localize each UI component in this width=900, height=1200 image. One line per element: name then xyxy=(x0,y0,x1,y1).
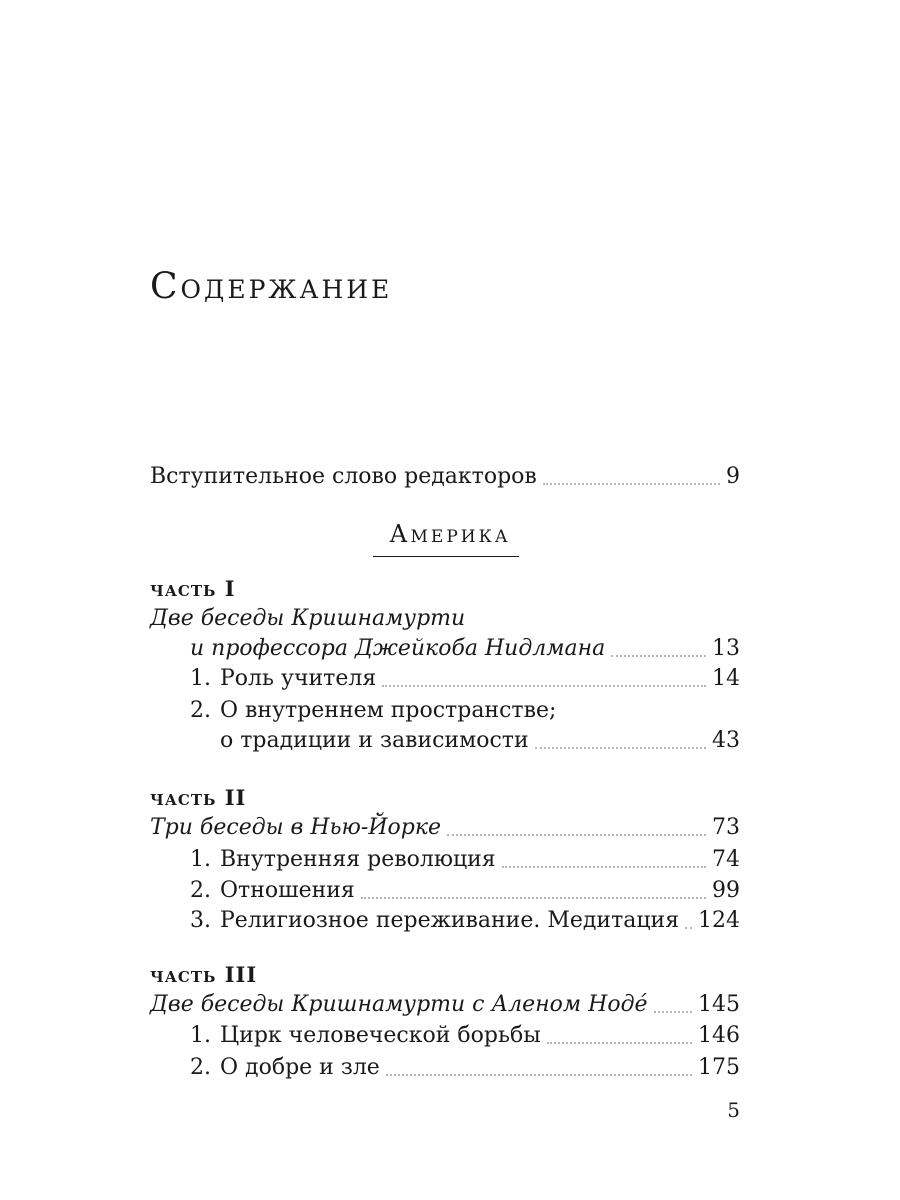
toc-entry-page: 124 xyxy=(698,908,740,933)
toc-entry-page: 14 xyxy=(712,666,740,691)
toc-entry-number: 2. xyxy=(190,1055,211,1080)
toc-entry-page: 9 xyxy=(726,464,740,489)
toc-entry[interactable] xyxy=(190,1021,740,1051)
toc-entry-label: о традиции и зависимости xyxy=(220,728,529,753)
toc-entry-page: 99 xyxy=(712,878,740,903)
leader-dots xyxy=(447,833,706,836)
toc-entry-line1 xyxy=(190,696,556,726)
toc-entry-part-1[interactable] xyxy=(190,634,740,664)
toc-entry-number: 3. xyxy=(190,908,211,933)
toc-entry-label: Роль учителя xyxy=(220,666,377,691)
toc-entry-label: О добре и зле xyxy=(220,1055,380,1080)
toc-entry-label: Отношения xyxy=(220,878,355,903)
toc-entry-label: Вступительное слово редакторов xyxy=(150,464,537,489)
toc-entry-label: О внутреннем пространстве; xyxy=(220,698,557,723)
leader-dots xyxy=(654,1010,692,1013)
toc-entry-intro[interactable] xyxy=(150,462,740,492)
leader-dots xyxy=(382,684,706,687)
toc-entry-page: 145 xyxy=(698,992,740,1017)
toc-entry[interactable] xyxy=(190,845,740,875)
toc-entry-page: 73 xyxy=(712,815,740,840)
leader-dots xyxy=(685,926,692,929)
part-1-heading: часть I xyxy=(150,576,236,601)
toc-entry-page: 43 xyxy=(712,728,740,753)
toc-entry-part-2[interactable] xyxy=(150,813,740,843)
toc-entry-number: 1. xyxy=(190,1023,211,1048)
part-1-title-line1: Две беседы Кришнамурти xyxy=(150,606,466,631)
leader-dots xyxy=(611,654,706,657)
toc-entry[interactable] xyxy=(190,906,740,936)
toc-entry-part-3[interactable] xyxy=(150,990,740,1020)
toc-entry-number: 2. xyxy=(190,878,211,903)
toc-entry-page: 175 xyxy=(698,1055,740,1080)
leader-dots xyxy=(502,865,706,868)
leader-dots xyxy=(361,896,706,899)
leader-dots xyxy=(535,746,706,749)
toc-entry[interactable] xyxy=(190,876,740,906)
toc-entry-label: Внутренняя революция xyxy=(220,847,496,872)
part-3-heading: часть III xyxy=(150,962,258,987)
toc-entry-label: Религиозное переживание. Медитация xyxy=(220,908,680,933)
part-2-heading: часть II xyxy=(150,785,247,810)
toc-entry[interactable] xyxy=(190,664,740,694)
page-title: Содержание xyxy=(150,266,393,307)
toc-entry-label: Три беседы в Нью-Йорке xyxy=(150,815,441,840)
toc-entry-label: Две беседы Кришнамурти с Аленом Нодé xyxy=(150,992,648,1017)
section-title: Америка xyxy=(389,520,511,548)
toc-entry-page: 13 xyxy=(712,636,740,661)
toc-entry-number: 1. xyxy=(190,666,211,691)
toc-entry-page: 74 xyxy=(712,847,740,872)
leader-dots xyxy=(543,482,720,485)
toc-entry-page: 146 xyxy=(698,1023,740,1048)
page-number: 5 xyxy=(727,1098,740,1122)
toc-entry-label: Цирк человеческой борьбы xyxy=(220,1023,541,1048)
toc-entry[interactable] xyxy=(190,1053,740,1083)
leader-dots xyxy=(547,1041,692,1044)
section-underline xyxy=(373,556,519,557)
toc-entry-label: и профессора Джейкоба Нидлмана xyxy=(190,636,606,661)
leader-dots xyxy=(386,1073,692,1076)
toc-entry[interactable] xyxy=(220,726,740,756)
toc-entry-number: 2. xyxy=(190,698,211,723)
toc-entry-number: 1. xyxy=(190,847,211,872)
